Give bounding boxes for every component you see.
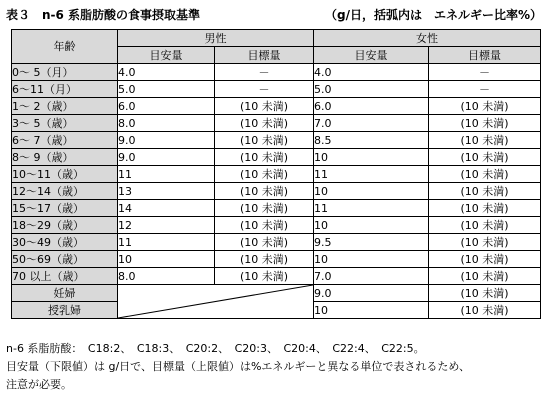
- table-row: [12, 132, 541, 149]
- table-row: [12, 166, 541, 183]
- age-cell: 0～ 5（月）: [12, 64, 118, 81]
- age-cell-pregnant: 妊婦: [12, 285, 118, 302]
- female-ai-cell: 10: [314, 217, 429, 234]
- male-ai-cell: 11: [118, 234, 215, 251]
- female-ai-cell: 9.5: [314, 234, 429, 251]
- female-dg-cell: (10 未満): [429, 98, 541, 115]
- table-row: [12, 81, 541, 98]
- male-dg-cell: (10 未満): [215, 234, 314, 251]
- footnote-units-line1: 目安量（下限値）は g/日で、目標量（上限値）は%エネルギーと異なる単位で表されるため、: [6, 360, 470, 373]
- female-dg-cell: (10 未満): [429, 217, 541, 234]
- female-ai-cell: 10: [314, 149, 429, 166]
- age-cell: 15～17（歳）: [12, 200, 118, 217]
- male-dg-cell: (10 未満): [215, 98, 314, 115]
- table-row: [12, 268, 541, 285]
- male-dg-cell: (10 未満): [215, 268, 314, 285]
- table-row: [12, 217, 541, 234]
- male-dg-cell: (10 未満): [215, 200, 314, 217]
- diagonal-slash-line: [118, 285, 313, 318]
- table-row-pregnant: [12, 285, 541, 302]
- male-dg-cell: (10 未満): [215, 166, 314, 183]
- footnotes: [6, 340, 546, 394]
- male-ai-cell: 14: [118, 200, 215, 217]
- male-dg-cell: －: [215, 81, 314, 98]
- female-ai-cell: 11: [314, 200, 429, 217]
- table-row: [12, 200, 541, 217]
- table-title: 表３ n-6 系脂肪酸の食事摂取基準: [6, 8, 201, 22]
- age-cell: 30～49（歳）: [12, 234, 118, 251]
- female-ai-cell: 11: [314, 166, 429, 183]
- male-ai-cell: 5.0: [118, 81, 215, 98]
- female-dg-cell: (10 未満): [429, 251, 541, 268]
- female-ai-cell: 6.0: [314, 98, 429, 115]
- male-dg-cell: －: [215, 64, 314, 81]
- table-unit-note: （g/日，括弧内は エネルギー比率%）: [325, 8, 542, 22]
- header-male-dg: 目標量: [215, 47, 314, 64]
- age-cell: 8～ 9（歳）: [12, 149, 118, 166]
- male-ai-cell: 10: [118, 251, 215, 268]
- female-ai-cell: 7.0: [314, 115, 429, 132]
- male-ai-cell: 9.0: [118, 149, 215, 166]
- header-male: 男性: [118, 30, 314, 47]
- header-female-dg: 目標量: [429, 47, 541, 64]
- header-age: 年齢: [12, 30, 118, 64]
- male-dg-cell: (10 未満): [215, 251, 314, 268]
- female-ai-cell: 10: [314, 183, 429, 200]
- n6-fatty-acid-intake-table: [11, 29, 541, 319]
- male-ai-cell: 8.0: [118, 115, 215, 132]
- table-body: [12, 64, 541, 319]
- header-male-ai: 目安量: [118, 47, 215, 64]
- male-ai-cell: 4.0: [118, 64, 215, 81]
- female-dg-cell: (10 未満): [429, 132, 541, 149]
- female-dg-cell: (10 未満): [429, 166, 541, 183]
- male-ai-cell: 6.0: [118, 98, 215, 115]
- age-cell: 3～ 5（歳）: [12, 115, 118, 132]
- header-female-ai: 目安量: [314, 47, 429, 64]
- table-row: [12, 98, 541, 115]
- female-dg-cell: (10 未満): [429, 302, 541, 319]
- age-cell: 50～69（歳）: [12, 251, 118, 268]
- header-female: 女性: [314, 30, 541, 47]
- age-cell: 12～14（歳）: [12, 183, 118, 200]
- male-dg-cell: (10 未満): [215, 115, 314, 132]
- male-dg-cell: (10 未満): [215, 149, 314, 166]
- female-dg-cell: (10 未満): [429, 200, 541, 217]
- table-caption: [6, 5, 542, 25]
- male-dg-cell: (10 未満): [215, 183, 314, 200]
- age-cell: 1～ 2（歳）: [12, 98, 118, 115]
- male-dg-cell: (10 未満): [215, 132, 314, 149]
- age-cell: 18～29（歳）: [12, 217, 118, 234]
- male-not-applicable-cell: [118, 285, 314, 319]
- age-cell-lactating: 授乳婦: [12, 302, 118, 319]
- female-ai-cell: 10: [314, 251, 429, 268]
- footnote-units-line2: 注意が必要。: [6, 378, 72, 391]
- age-cell: 6～11（月）: [12, 81, 118, 98]
- male-ai-cell: 8.0: [118, 268, 215, 285]
- male-ai-cell: 13: [118, 183, 215, 200]
- table-row: [12, 251, 541, 268]
- female-ai-cell: 8.5: [314, 132, 429, 149]
- female-dg-cell: (10 未満): [429, 234, 541, 251]
- female-ai-cell: 10: [314, 302, 429, 319]
- female-dg-cell: －: [429, 81, 541, 98]
- female-dg-cell: (10 未満): [429, 115, 541, 132]
- female-dg-cell: －: [429, 64, 541, 81]
- table-row: [12, 183, 541, 200]
- female-dg-cell: (10 未満): [429, 285, 541, 302]
- table-row: [12, 149, 541, 166]
- male-dg-cell: (10 未満): [215, 217, 314, 234]
- male-ai-cell: 9.0: [118, 132, 215, 149]
- female-ai-cell: 4.0: [314, 64, 429, 81]
- footnote-fatty-acids: n-6 系脂肪酸： C18:2、 C18:3、 C20:2、 C20:3、 C20:4、 C22:4、 C22:5。: [6, 342, 425, 355]
- table-row: [12, 64, 541, 81]
- age-cell: 70 以上（歳）: [12, 268, 118, 285]
- female-dg-cell: (10 未満): [429, 268, 541, 285]
- female-ai-cell: 5.0: [314, 81, 429, 98]
- female-ai-cell: 7.0: [314, 268, 429, 285]
- female-dg-cell: (10 未満): [429, 149, 541, 166]
- male-ai-cell: 11: [118, 166, 215, 183]
- age-cell: 6～ 7（歳）: [12, 132, 118, 149]
- female-dg-cell: (10 未満): [429, 183, 541, 200]
- table-row: [12, 115, 541, 132]
- age-cell: 10～11（歳）: [12, 166, 118, 183]
- female-ai-cell: 9.0: [314, 285, 429, 302]
- male-ai-cell: 12: [118, 217, 215, 234]
- table-row: [12, 234, 541, 251]
